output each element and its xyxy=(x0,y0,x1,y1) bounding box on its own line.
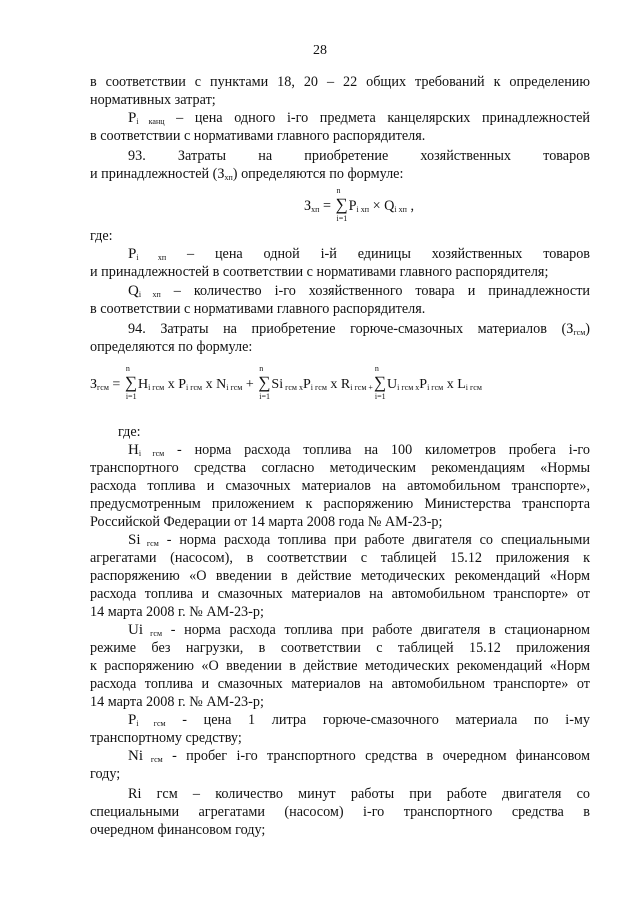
formula-price: P xyxy=(348,198,357,214)
formula-n: N xyxy=(216,377,227,392)
text-line xyxy=(90,166,590,184)
text-line xyxy=(90,658,590,676)
sum-symbol xyxy=(124,364,137,401)
text-line xyxy=(90,460,590,478)
symbol-subscript: i канц xyxy=(136,117,165,126)
text-span: к распоряжению «О введении в действие методических рекомендаций «Норм xyxy=(90,658,590,674)
formula-si-subscript: гсм x xyxy=(283,383,303,392)
formula-l-subscript: i гсм xyxy=(465,383,482,392)
text-span: и принадлежностей (З xyxy=(90,166,225,182)
symbol: P xyxy=(128,712,137,728)
text-line xyxy=(90,640,590,658)
multiply-sign: x xyxy=(443,377,458,392)
text-span: расхода топлива и смазочных материалов на автомобильном транспорте» от xyxy=(90,676,590,692)
text-line xyxy=(90,264,590,282)
text-span: расхода топлива и смазочных материалов на автомобильном транспорте» от xyxy=(90,586,590,602)
symbol: Ni xyxy=(128,748,143,764)
sigma-glyph: ∑ xyxy=(258,373,271,392)
formula-gsm xyxy=(90,364,482,401)
sum-lower-limit: i=1 xyxy=(125,391,137,401)
text-span: агрегатами (насосом), в соответствии с таблицей 15.12 приложения к xyxy=(90,550,590,566)
multiply-sign: x xyxy=(326,377,341,392)
where-label xyxy=(118,424,618,442)
sigma-glyph: ∑ xyxy=(124,373,137,392)
text-span: - цена 1 литра горюче-смазочного материала по i-му xyxy=(165,712,590,728)
paragraph-93 xyxy=(90,148,590,166)
formula-p: P xyxy=(419,377,428,392)
text-span: и принадлежностей в соответствии с нормативами главного распорядителя; xyxy=(90,264,549,280)
text-line xyxy=(90,568,590,586)
where-label xyxy=(90,228,590,246)
symbol-subscript: гсм xyxy=(573,328,586,337)
text-line xyxy=(90,550,590,568)
text-span: расхода топлива и смазочных материалов на автомобильном транспорте», xyxy=(90,478,590,494)
formula-quantity-subscript: i хп xyxy=(394,205,407,214)
text-span: – цена одного i-го предмета канцелярских принадлежностей xyxy=(164,110,591,126)
text-span: – цена одной i-й единицы хозяйственных товаров xyxy=(166,246,590,262)
text-span: - пробег i-го транспортного средства в очередном финансовом xyxy=(162,748,590,764)
text-line xyxy=(90,804,590,822)
multiply-sign: x xyxy=(164,377,179,392)
page-number: 28 xyxy=(313,43,327,58)
definition-p-gsm xyxy=(90,712,590,730)
text-span: нормативных затрат; xyxy=(90,92,216,108)
definition-p-kanc xyxy=(90,110,590,128)
definition-si xyxy=(90,532,590,550)
symbol-subscript: i гсм xyxy=(136,719,166,728)
symbol-subscript: гсм xyxy=(140,539,159,548)
formula-lhs: З xyxy=(90,377,98,392)
sigma-glyph: ∑ xyxy=(335,195,348,214)
plus-sign: + xyxy=(242,377,258,392)
text-line xyxy=(90,730,590,748)
symbol: Ui xyxy=(128,622,143,638)
formula-p-subscript: i гсм xyxy=(186,383,203,392)
formula-r: R xyxy=(340,377,351,392)
symbol: H xyxy=(128,442,139,458)
sum-upper-limit: n xyxy=(336,186,341,195)
formula-r-subscript: i гсм + xyxy=(350,383,373,392)
symbol-subscript: i хп xyxy=(138,290,161,299)
text-line xyxy=(90,74,590,92)
symbol-subscript: i хп xyxy=(136,253,167,262)
paragraph-94 xyxy=(90,321,590,339)
symbol-subscript: i гсм xyxy=(138,449,165,458)
formula-hp xyxy=(304,186,414,223)
formula-n-subscript: i гсм xyxy=(226,383,243,392)
formula-u: U xyxy=(387,377,398,392)
text-line xyxy=(90,128,590,146)
text-span: специальными агрегатами (насосом) i-го транспортного средства в xyxy=(90,804,590,820)
text-span: в соответствии с пунктами 18, 20 – 22 общих требований к определению xyxy=(90,74,590,90)
text-line xyxy=(90,478,590,496)
sum-symbol xyxy=(258,364,271,401)
formula-lhs: З xyxy=(304,198,312,214)
text-line xyxy=(90,339,590,357)
text-line xyxy=(90,301,590,319)
text-span: транспортного средства согласно методическим рекомендациям «Нормы xyxy=(90,460,590,476)
formula-lhs-subscript: хп xyxy=(311,205,320,214)
text-span: Ri гсм – количество минут работы при работе двигателя со xyxy=(128,786,590,802)
formula-p: P xyxy=(178,377,186,392)
sum-upper-limit: n xyxy=(259,364,264,373)
equals-sign: = xyxy=(108,377,124,392)
sum-symbol xyxy=(335,186,348,223)
formula-u-subscript: i гсм x xyxy=(397,383,420,392)
symbol-subscript: хп xyxy=(224,173,233,182)
symbol-subscript: гсм xyxy=(143,629,163,638)
formula-h: H xyxy=(137,377,149,392)
text-span: - норма расхода топлива при работе двигателя в стационарном xyxy=(162,622,590,638)
formula-lhs-subscript: гсм xyxy=(97,383,109,392)
formula-p-subscript: i гсм xyxy=(427,383,444,392)
text-span: Российской Федерации от 14 марта 2008 года № АМ-23-р; xyxy=(90,514,443,530)
sigma-glyph: ∑ xyxy=(373,373,387,392)
text-line xyxy=(90,92,590,110)
formula-end: , xyxy=(406,198,414,214)
text-span: ) xyxy=(585,321,590,337)
text-line xyxy=(90,676,590,694)
formula-quantity: Q xyxy=(384,198,395,214)
text-span: очередном финансовом году; xyxy=(90,822,266,838)
text-span: 14 марта 2008 г. № АМ-23-р; xyxy=(90,604,264,620)
text-span: определяются по формуле: xyxy=(90,339,253,355)
text-span: режиме без нагрузки, в соответствии с таблицей 15.12 приложения xyxy=(90,640,590,656)
symbol: P xyxy=(128,110,137,126)
formula-h-subscript: i гсм xyxy=(148,383,165,392)
text-span: в соответствии с нормативами главного распорядителя. xyxy=(90,301,426,317)
definition-ri xyxy=(90,786,590,804)
text-line xyxy=(90,766,590,784)
text-line xyxy=(90,586,590,604)
symbol: P xyxy=(128,246,137,262)
symbol-subscript: гсм xyxy=(143,755,163,764)
symbol: Q xyxy=(128,283,139,299)
definition-ui xyxy=(90,622,590,640)
text-span: - норма расхода топлива на 100 километров пробега i-го xyxy=(164,442,590,458)
definition-ni xyxy=(90,748,590,766)
text-span: 94. Затраты на приобретение горюче-смазочных материалов (З xyxy=(128,321,574,337)
formula-si: Si xyxy=(271,377,284,392)
sum-symbol xyxy=(373,364,387,401)
text-span: где: xyxy=(90,228,113,244)
formula-price-subscript: i хп xyxy=(356,205,370,214)
sum-lower-limit: i=1 xyxy=(374,391,386,401)
definition-q-hp xyxy=(90,283,590,301)
symbol: Si xyxy=(128,532,141,548)
text-line xyxy=(90,514,590,532)
multiply-sign: × xyxy=(369,198,385,214)
text-span: ) определяются по формуле: xyxy=(232,166,404,182)
formula-p: P xyxy=(303,377,311,392)
sum-lower-limit: i=1 xyxy=(259,391,271,401)
definition-h xyxy=(90,442,590,460)
text-line xyxy=(90,822,590,840)
text-span: где: xyxy=(118,424,141,440)
text-span: - норма расхода топлива при работе двигателя со специальными xyxy=(158,532,590,548)
sum-upper-limit: n xyxy=(125,364,130,373)
equals-sign: = xyxy=(319,198,335,214)
sum-upper-limit: n xyxy=(374,364,379,373)
text-span: транспортному средству; xyxy=(90,730,242,746)
text-line xyxy=(90,496,590,514)
text-span: 14 марта 2008 г. № АМ-23-р; xyxy=(90,694,264,710)
text-span: – количество i-го хозяйственного товара и принадлежности xyxy=(160,283,590,299)
text-span: распоряжению «О введении в действие методических рекомендаций «Норм xyxy=(90,568,590,584)
multiply-sign: x xyxy=(202,377,217,392)
text-span: в соответствии с нормативами главного распорядителя. xyxy=(90,128,426,144)
text-line xyxy=(90,694,590,712)
formula-l: L xyxy=(457,377,466,392)
text-line xyxy=(90,604,590,622)
definition-p-hp xyxy=(90,246,590,264)
text-span: году; xyxy=(90,766,121,782)
text-span: 93. Затраты на приобретение хозяйственных товаров xyxy=(128,148,590,164)
sum-lower-limit: i=1 xyxy=(336,213,348,223)
text-span: предусмотренным приложением к распоряжению Министерства транспорта xyxy=(90,496,590,512)
formula-p-subscript: i гсм xyxy=(310,383,327,392)
